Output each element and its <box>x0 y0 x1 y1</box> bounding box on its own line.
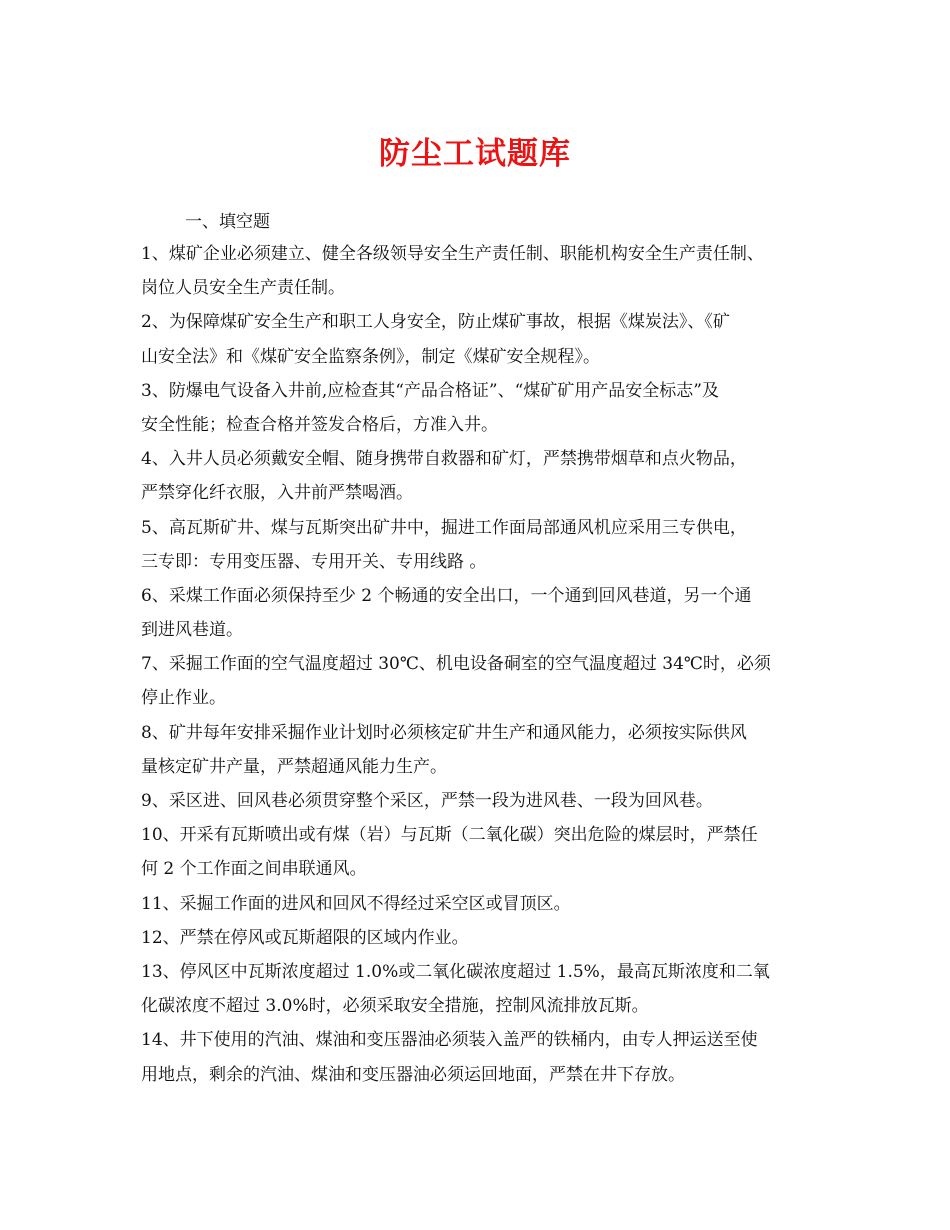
question-line: 3、防爆电气设备入井前,应检查其“产品合格证”、“煤矿矿用产品安全标志”及 <box>141 380 719 401</box>
question-item <box>141 511 831 579</box>
question-line: 停止作业。 <box>141 688 226 709</box>
question-line: 12、严禁在停风或瓦斯超限的区域内作业。 <box>141 927 469 948</box>
question-item <box>141 374 831 442</box>
question-item <box>141 579 831 647</box>
question-item <box>141 1023 831 1091</box>
question-line: 1、煤矿企业必须建立、健全各级领导安全生产责任制、职能机构安全生产责任制、 <box>141 244 764 264</box>
question-item <box>141 647 831 715</box>
question-list <box>141 237 831 1092</box>
question-line: 4、入井人员必须戴安全帽、随身携带自救器和矿灯，严禁携带烟草和点火物品， <box>141 449 747 470</box>
question-item <box>141 237 831 305</box>
question-item <box>141 955 831 1023</box>
section-heading: 一、填空题 <box>185 212 270 232</box>
question-line: 三专即：专用变压器、专用开关、专用线路 。 <box>141 551 487 572</box>
question-line: 量核定矿井产量，严禁超通风能力生产。 <box>141 756 447 777</box>
question-item <box>141 887 831 921</box>
question-line: 14、井下使用的汽油、煤油和变压器油必须装入盖严的铁桶内，由专人押运送至使 <box>141 1030 758 1051</box>
question-line: 8、矿井每年安排采掘作业计划时必须核定矿井生产和通风能力，必须按实际供风 <box>141 722 747 743</box>
question-line: 10、开采有瓦斯喷出或有煤（岩）与瓦斯（二氧化碳）突出危险的煤层时，严禁任 <box>141 825 758 846</box>
question-line: 5、高瓦斯矿井、煤与瓦斯突出矿井中，掘进工作面局部通风机应采用三专供电， <box>141 517 747 538</box>
page-title: 防尘工试题库 <box>379 136 571 172</box>
question-item <box>141 818 831 886</box>
question-item <box>141 921 831 955</box>
question-line: 何 2 个工作面之间串联通风。 <box>141 859 367 880</box>
question-line: 2、为保障煤矿安全生产和职工人身安全，防止煤矿事故，根据《煤炭法》、《矿 <box>141 312 730 333</box>
question-line: 安全性能；检查合格并签发合格后，方准入井。 <box>141 414 498 435</box>
question-item <box>141 784 831 818</box>
question-item <box>141 716 831 784</box>
question-line: 化碳浓度不超过 3.0%时，必须采取安全措施，控制风流排放瓦斯。 <box>141 996 649 1017</box>
question-line: 严禁穿化纤衣服，入井前严禁喝酒。 <box>141 483 413 504</box>
question-line: 用地点，剩余的汽油、煤油和变压器油必须运回地面，严禁在井下存放。 <box>141 1064 685 1085</box>
question-line: 到进风巷道。 <box>141 620 243 641</box>
question-line: 11、采掘工作面的进风和回风不得经过采空区或冒顶区。 <box>141 893 571 914</box>
question-line: 岗位人员安全生产责任制。 <box>141 278 345 299</box>
question-line: 6、采煤工作面必须保持至少 2 个畅通的安全出口，一个通到回风巷道，另一个通 <box>141 585 752 606</box>
question-line: 13、停风区中瓦斯浓度超过 1.0%或二氧化碳浓度超过 1.5%，最高瓦斯浓度和二氧 <box>141 961 770 982</box>
question-item <box>141 305 831 373</box>
question-item <box>141 442 831 510</box>
question-line: 山安全法》和《煤矿安全监察条例》，制定《煤矿安全规程》。 <box>141 346 600 367</box>
question-line: 7、采掘工作面的空气温度超过 30℃、机电设备硐室的空气温度超过 34℃时，必须 <box>141 654 771 675</box>
question-line: 9、采区进、回风巷必须贯穿整个采区，严禁一段为进风巷、一段为回风巷。 <box>141 791 713 811</box>
